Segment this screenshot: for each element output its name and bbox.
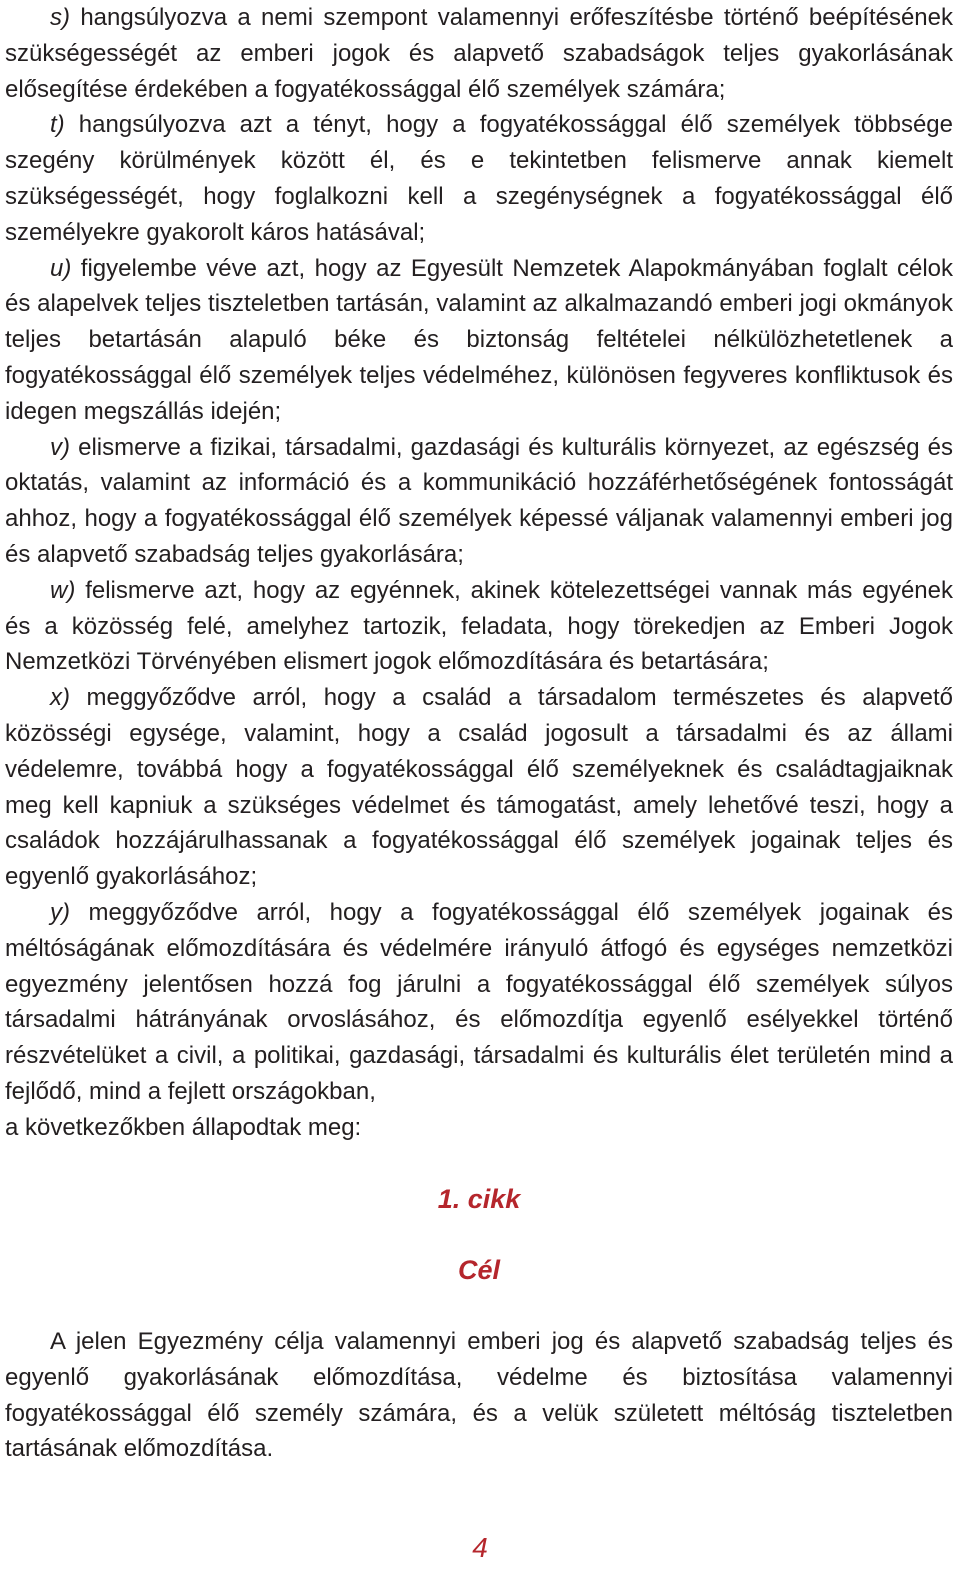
item-text: hangsúlyozva azt a tényt, hogy a fogyatékossággal élő személyek többsége szegény körülmények között él, és e tekintetben felismerve annak kiemelt szükségességét, hogy foglalkozni kell a szegénységnek a fogyatékossággal élő személyekre gyakorolt káros hatásával; xyxy=(5,111,953,246)
item-label: t) xyxy=(50,111,65,139)
item-label: w) xyxy=(50,576,76,604)
article-number: 1. cikk xyxy=(437,1184,521,1214)
preamble-item-t xyxy=(5,107,953,250)
preamble-item-v xyxy=(5,430,953,573)
document-page xyxy=(5,0,954,1463)
item-text: meggyőződve arról, hogy a fogyatékossággal élő személyek jogainak és méltóságának előmozdítására és védelmére irányuló átfogó és egységes nemzetközi egyezmény jelentősen hozzá fog járulni a fogyatékossággal élő személyek súlyos társadalmi hátrányának orvoslásához, és előmozdítja egyenlő esélyekkel történő részvételüket a civil, a politikai, gazdasági, társadalmi és kulturális élet területén mind a fejlődő, mind a fejlett országokban, xyxy=(5,898,954,1105)
item-label: v) xyxy=(50,433,70,461)
article-body: A jelen Egyezmény célja valamennyi emberi jog és alapvető szabadság teljes és egyenlő gyakorlásának előmozdítása, védelme és biztosítása valamennyi fogyatékossággal élő személy számára, és a velük született méltóság tiszteletben tartásának előmozdítása. xyxy=(5,1328,953,1463)
preamble-item-w xyxy=(5,573,953,680)
item-text: elismerve a fizikai, társadalmi, gazdasági és kulturális környezet, az egészség és oktatás, valamint az információ és a kommunikáció hozzáférhetőségének fontosságát ahhoz, hogy a fogyatékossággal élő személyek képessé váljanak valamennyi emberi jog és alapvető szabadság teljes gyakorlására; xyxy=(5,433,954,568)
item-text: hangsúlyozva a nemi szempont valamennyi erőfeszítésbe történő beépítésének szükségességét az emberi jogok és alapvető szabadságok teljes gyakorlásának elősegítése érdekében a fogyatékossággal élő személyek számára; xyxy=(5,4,953,103)
item-text: meggyőződve arról, hogy a család a társadalom természetes és alapvető közösségi egysége, valamint, hogy a család jogosult a társadalmi és az állami védelemre, továbbá hogy a fogyatékossággal élő személyeknek és családtagjaiknak meg kell kapniuk a szükséges védelmet és támogatást, amely lehetővé teszi, hogy a családok hozzájárulhassanak a fogyatékossággal élő személyek jogainak teljes és egyenlő gyakorlásához; xyxy=(5,684,954,891)
item-text: felismerve azt, hogy az egyénnek, akinek kötelezettségei vannak más egyének és a közösség felé, amelyhez tartozik, feladata, hogy törekedjen az Emberi Jogok Nemzetközi Törvényében elismert jogok előmozdítására és betartására; xyxy=(5,576,953,676)
item-label: y) xyxy=(50,898,70,926)
preamble-item-u xyxy=(5,251,953,430)
preamble-item-s xyxy=(5,0,953,107)
item-label: x) xyxy=(50,684,70,712)
item-text: figyelembe véve azt, hogy az Egyesült Nemzetek Alapokmányában foglalt célok és alapelvek teljes tiszteletben tartásán, valamint az alkalmazandó emberi jogi okmányok teljes betartásán alapuló béke és biztonság feltételei nélkülözhetetlenek a fogyatékossággal élő személyek teljes védelméhez, különösen fegyveres konfliktusok és idegen megszállás idején; xyxy=(5,254,953,425)
item-label: s) xyxy=(50,4,70,31)
preamble-item-y xyxy=(5,895,953,1110)
preamble-item-x xyxy=(5,680,953,895)
item-label: u) xyxy=(50,254,72,282)
article-title: Cél xyxy=(457,1255,501,1285)
closing-line: a következőkben állapodtak meg: xyxy=(5,1113,362,1141)
page-number: 4 xyxy=(472,1532,488,1563)
